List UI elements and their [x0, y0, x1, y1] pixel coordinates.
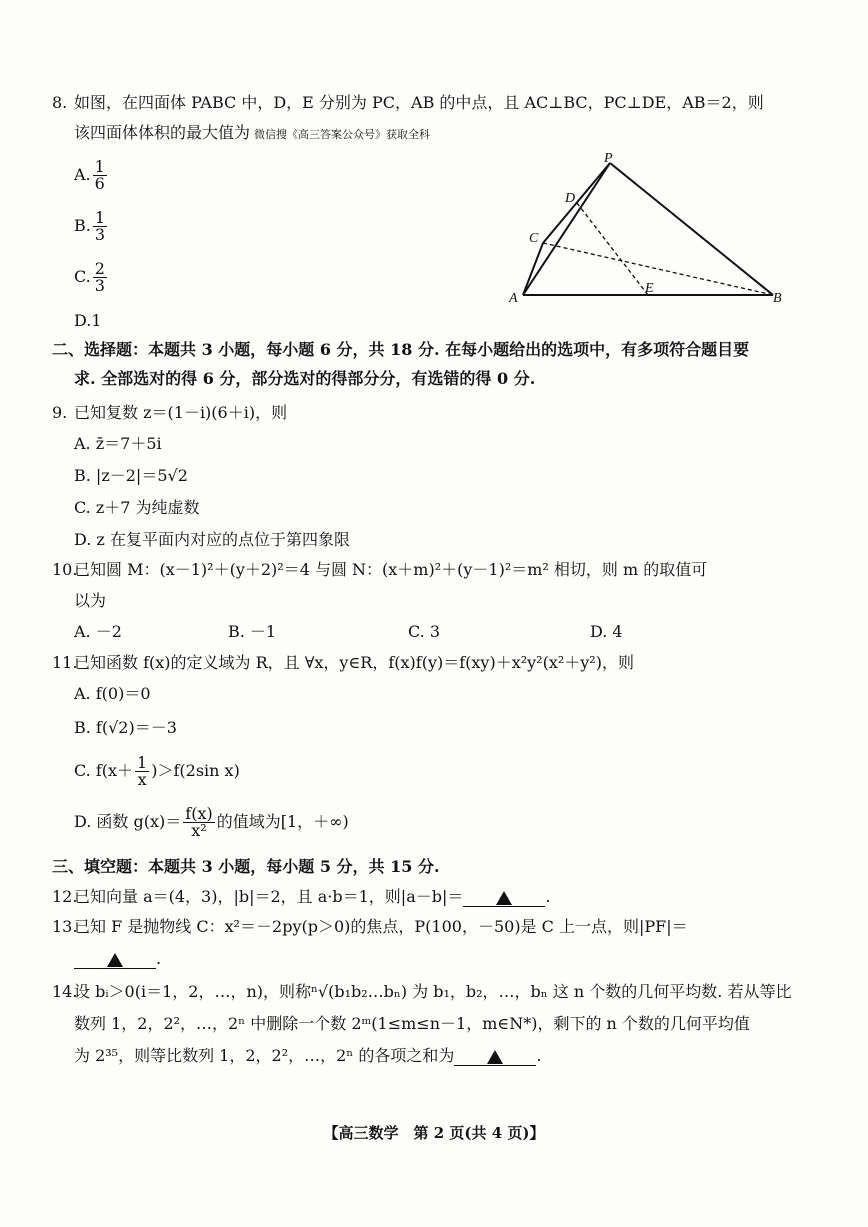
- q14-line2: 数列 1，2，2²，…，2ⁿ 中删除一个数 2ᵐ(1≤m≤n－1，m∈N*)，剩下的 n 个数的几何平均值: [74, 1014, 750, 1033]
- label-e: E: [645, 281, 654, 296]
- q13-answer-line: .: [74, 949, 161, 969]
- answer-blank[interactable]: [454, 1047, 536, 1066]
- q11-option-b: B. f(√2)＝－3: [74, 718, 177, 737]
- label-b: B: [773, 291, 782, 306]
- q14-line3: 为 2³⁵，则等比数列 1，2，2²，…，2ⁿ 的各项之和为 .: [74, 1046, 542, 1065]
- fraction: $\frac{1}{3}$: [94, 208, 106, 244]
- label-a: A: [509, 291, 518, 306]
- section2-line2: 求. 全部选对的得 6 分，部分选对的得部分分，有选错的得 0 分.: [74, 369, 536, 388]
- q9-stem: 9. 已知复数 z＝(1－i)(6＋i)，则: [52, 403, 288, 422]
- edge-ap: [523, 163, 610, 295]
- q8-option-c: C. $\frac{2}{3}$: [74, 259, 105, 295]
- fraction: $\frac{f(x)}{\text{x²}}$: [185, 804, 213, 840]
- section2-line1: 二、选择题：本题共 3 小题，每小题 6 分，共 18 分. 在每小题给出的选项中，有多项符合题目要: [52, 340, 750, 359]
- answer-blank[interactable]: [463, 888, 545, 907]
- q10-option-c: C. 3: [408, 622, 441, 641]
- q13-stem: 13.已知 F 是抛物线 C：x²＝－2py(p＞0)的焦点，P(100，－50)是 C 上一点，则|PF|＝: [52, 917, 688, 936]
- q10-option-d: D. 4: [590, 622, 623, 641]
- q11-stem: 11.已知函数 f(x)的定义域为 R，且 ∀x，y∈R，f(x)f(y)＝f(xy)＋x²y²(x²＋y²)，则: [52, 653, 634, 672]
- q11-option-c: C. f(x＋ $\frac{1}{x}$ )＞f(2sin x): [74, 753, 240, 789]
- q14-line1: 14.设 bᵢ＞0(i＝1，2，…，n)，则称ⁿ√(b₁b₂…bₙ) 为 b₁，b₂，…，bₙ 这 n 个数的几何平均数. 若从等比: [52, 982, 792, 1001]
- q10-stem-line2: 以为: [74, 591, 107, 610]
- triangle-icon: [487, 1050, 503, 1064]
- fraction: $\frac{1}{6}$: [94, 157, 105, 193]
- q12-stem: 12.已知向量 a＝(4，3)，|b|＝2，且 a·b＝1，则|a－b|＝ .: [52, 887, 551, 906]
- section3-title: 三、填空题：本题共 3 小题，每小题 5 分，共 15 分.: [52, 857, 440, 876]
- answer-blank[interactable]: [74, 950, 156, 969]
- q8-number: 8.: [52, 93, 68, 112]
- q10-option-a: A. －2: [74, 622, 122, 641]
- q11-option-a: A. f(0)＝0: [74, 684, 151, 703]
- q8-stem-line2: 该四面体体积的最大值为 微信搜《高三答案公众号》获取全科: [74, 123, 431, 142]
- edge-pb: [610, 163, 773, 295]
- edge-cp: [543, 163, 610, 243]
- q10-stem-line1: 10.已知圆 M：(x－1)²＋(y＋2)²＝4 与圆 N：(x＋m)²＋(y－1)²＝m² 相切，则 m 的取值可: [52, 560, 708, 579]
- q8-stem-line1: 8. 如图，在四面体 PABC 中，D，E 分别为 PC，AB 的中点，且 AC⊥BC，PC⊥DE，AB＝2，则: [52, 93, 764, 112]
- q8-option-a: A. $\frac{1}{6}$: [74, 157, 105, 193]
- watermark-note: 微信搜《高三答案公众号》获取全科: [254, 128, 431, 141]
- triangle-icon: [107, 953, 123, 967]
- q9-option-b: B. |z－2|＝5√2: [74, 466, 188, 485]
- label-d: D: [565, 191, 576, 206]
- page-footer: 【高三数学 第 2 页(共 4 页)】: [323, 1124, 545, 1142]
- q9-option-a: A. z̄＝7＋5i: [74, 434, 162, 453]
- q8-option-b: B. $\frac{1}{3}$: [74, 208, 106, 244]
- q9-option-d: D. z 在复平面内对应的点位于第四象限: [74, 530, 350, 549]
- fraction: $\frac{1}{x}$: [137, 753, 148, 789]
- q9-option-c: C. z＋7 为纯虚数: [74, 498, 200, 517]
- triangle-icon: [496, 891, 512, 905]
- segment-de-hidden: [577, 203, 648, 295]
- q11-option-d: D. 函数 g(x)＝ $\frac{f(x)}{\text{x²}}$ 的值域为[1，＋∞): [74, 804, 349, 840]
- fraction: $\frac{2}{3}$: [94, 259, 105, 295]
- q8-option-d: D.1: [74, 311, 102, 330]
- tetrahedron-figure: [505, 150, 795, 310]
- label-c: C: [529, 231, 539, 246]
- q10-option-b: B. －1: [228, 622, 277, 641]
- edge-cb-hidden: [543, 243, 773, 295]
- label-p: P: [604, 151, 613, 166]
